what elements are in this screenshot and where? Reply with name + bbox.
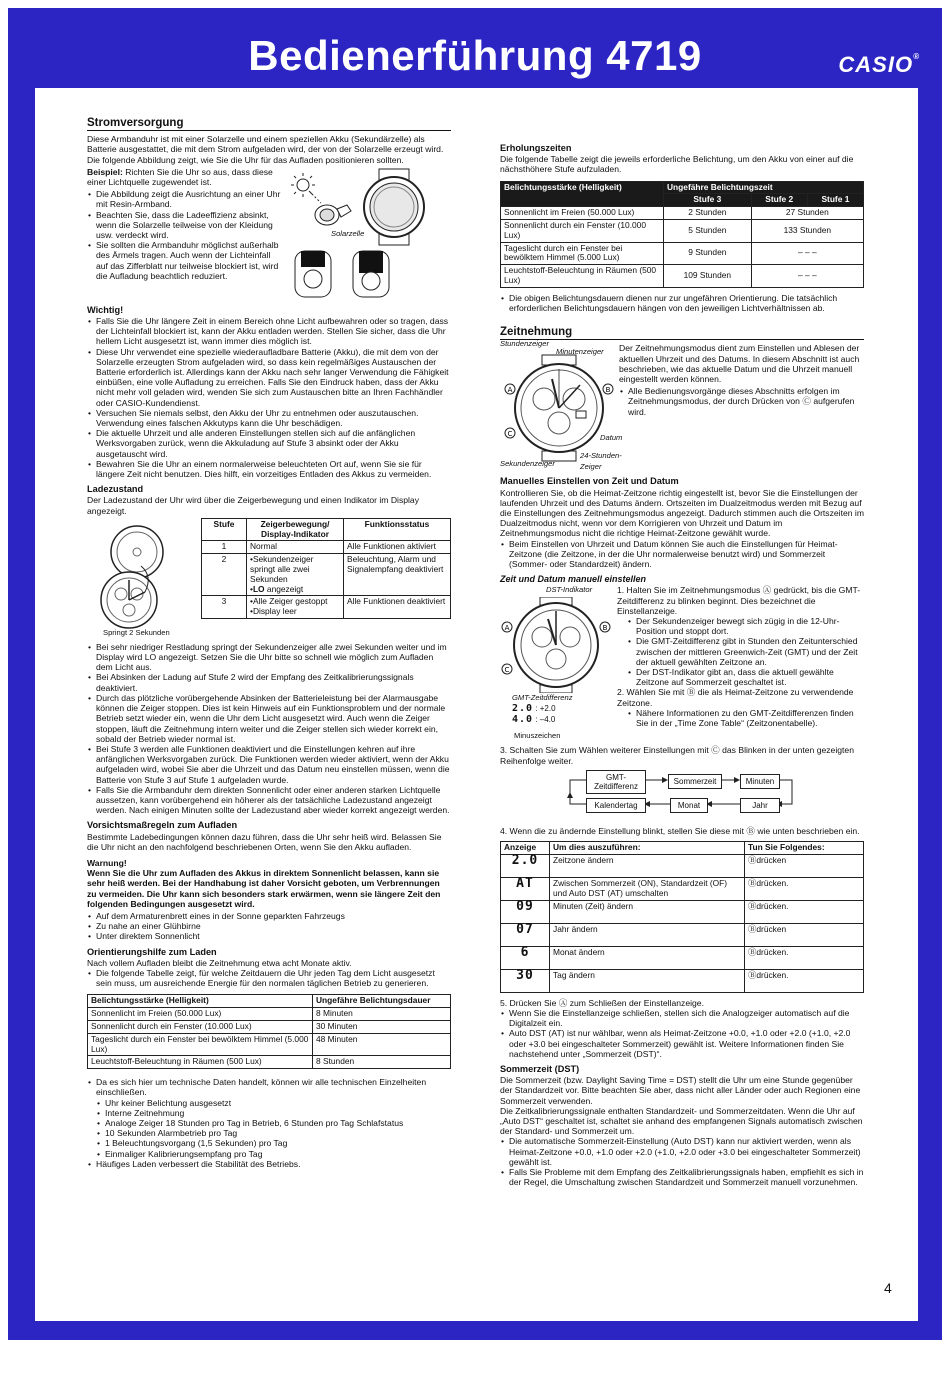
table-header: Stufe 2 — [751, 194, 807, 207]
solar-figure-block — [87, 167, 451, 303]
list-item: • Falls Sie die Uhr längere Zeit in einem Bereich ohne Licht aufbewahren oder so tragen, dass der Lichteinfall blockiert ist, kann der Akku entladen werden. Stellen Sie sicher, dass die Uhr hellem Licht ausgesetzt ist, wann immer dies möglich ist. — [96, 316, 451, 347]
step-4: 4. Wenn die zu ändernde Einstellung blinkt, stellen Sie diese mit Ⓑ wie unten beschrieben ein. — [500, 825, 860, 836]
table-cell: •Alle Zeiger gestoppt •Display leer — [247, 596, 344, 619]
table-row — [501, 900, 864, 923]
table-header: Stufe 3 — [664, 194, 752, 207]
caption-gmt: GMT-Zeitdifferenz — [512, 693, 573, 703]
cell-text: Display leer — [252, 606, 297, 617]
list-item: • Falls Sie Probleme mit dem Empfang des Zeitkalibrierungssignals haben, empfiehlt es sich in der Regel, die Umschaltung zwischen Standardzeit und Sommerzeit manuell vorzunehmen. — [509, 1167, 864, 1187]
table-row — [88, 1033, 451, 1056]
table-cell: Zwischen Sommerzeit (ON), Standardzeit (OF) und Auto DST (AT) umschalten — [550, 877, 745, 900]
wichtig-label: Wichtig! — [87, 304, 124, 315]
table-cell: 133 Stunden — [751, 220, 863, 243]
list-item: • Die aktuelle Uhrzeit und alle anderen Einstellungen stellen sich auf die anfänglichen Werksvorgaben zurück, wenn die Akkuladung auf Stufe 3 absinkt oder der Akku ausgetauscht wird. — [96, 428, 451, 459]
beispiel-label: Beispiel: — [87, 166, 123, 177]
caption-dst: DST-Indikator — [546, 585, 593, 595]
table-cell: – – – — [751, 242, 863, 265]
heading-ladezustand: Ladezustand — [87, 484, 144, 495]
caption-minuszeichen: Minuszeichen — [514, 731, 561, 741]
svg-text:B: B — [605, 386, 611, 395]
list-item: • Durch das plötzliche vorübergehende Absinken der Batterieleistung bei der Alarmausgabe können die Zeiger stoppen. Dies ist kein Hinweis auf ein Funktionsproblem und der normale Betrieb setzt wieder ein, wenn die Uhr dem Licht ausgesetzt wird. Auch wenn die Zeiger stoppen, läuft die Zeitnehmung intern weiter und die Zeiger stellen sich wieder korrekt ein, sobald der Betrieb wieder normal ist. — [96, 693, 451, 744]
table-cell: 2 Stunden — [664, 207, 752, 220]
heading-erholung: Erholungszeiten — [500, 143, 572, 153]
step-5: 5. Drücken Sie Ⓐ zum Schließen der Einstellanzeige. — [500, 997, 704, 1008]
list-item: • Bei sehr niedriger Restladung springt der Sekundenzeiger alle zwei Sekunden weiter und im Display wird LO angezeigt. Setzen Sie die Uhr bitte so schnell wie möglich zum Aufladen dem Licht aus. — [96, 642, 451, 673]
strom-intro: Diese Armbanduhr ist mit einer Solarzelle und einem speziellen Akku (Sekundärzelle) als Batterie ausgestattet, die mit dem Strom aufgeladen wird, der von der Solarzelle erzeugt wird. Die folgende Abbildung zeigt, wie Sie die Uhr für das Aufladen positionieren sollten. — [87, 134, 444, 165]
table-cell: Sonnenlicht durch ein Fenster (10.000 Lux) — [501, 220, 664, 243]
table-header: Funktionsstatus — [344, 518, 451, 541]
einstellung-table — [500, 841, 864, 993]
svg-text:B: B — [602, 624, 608, 633]
table-row — [501, 265, 864, 288]
table-row — [501, 946, 864, 969]
warnung-label: Warnung! — [87, 857, 127, 868]
table-cell: Normal — [247, 541, 344, 554]
table-cell: Ⓑdrücken. — [745, 969, 864, 992]
table-row — [202, 554, 451, 596]
table-row — [202, 596, 451, 619]
list-item: • Unter direktem Sonnenlicht — [96, 931, 451, 941]
zeit-bullets — [619, 386, 864, 417]
list-item: • Sie sollten die Armbanduhr möglichst außerhalb des Ärmels tragen. Auch wenn der Lichteinfall auf das Zifferblatt nur teilweise blockiert ist, wird die Aufladung beachtlich reduziert. — [96, 240, 283, 281]
list-item: • Uhr keiner Belichtung ausgesetzt — [105, 1098, 451, 1108]
list-item: • 1 Beleuchtungsvorgang (1,5 Sekunden) pro Tag — [105, 1138, 451, 1148]
erholung-bullets — [500, 293, 864, 313]
display-indicator: 6 — [501, 946, 550, 969]
heading-zeitnehmung: Zeitnehmung — [500, 327, 864, 340]
list-item: • Der Sekundenzeiger bewegt sich zügig in die 12-Uhr-Position und stoppt dort. — [636, 616, 864, 636]
dst-text-1: Die Sommerzeit (bzw. Daylight Saving Time = DST) stellt die Uhr um eine Stunde gegenüber der Standardzeit vor. Bitte beachten Sie aber, dass nicht aller Länder oder auch Regionen eine Sommerzeit verwenden. — [500, 1075, 861, 1106]
lo-indicator: LO — [252, 583, 265, 594]
list-item: • Bei Absinken der Ladung auf Stufe 2 wird der Empfang des Zeitkalibrierungssignals deaktiviert. — [96, 672, 451, 692]
flow-gmt: GMT-Zeitdifferenz — [586, 770, 646, 794]
table-cell: •Sekundenzeiger springt alle zwei Sekunden •LO angezeigt — [247, 554, 344, 596]
vorsicht-bullets — [87, 911, 451, 942]
table-cell: 1 — [202, 541, 247, 554]
list-item: • Alle Bedienungsvorgänge dieses Abschnitts erfolgen im Zeitnehmungsmodus, der durch Drücken von Ⓒ aufgerufen wird. — [628, 386, 864, 417]
table-header: Tun Sie Folgendes: — [745, 842, 864, 855]
table-row — [88, 1008, 451, 1021]
table-row — [501, 854, 864, 877]
heading-orientierung: Orientierungshilfe zum Laden — [87, 946, 217, 957]
list-item: • Diese Uhr verwendet eine spezielle wiederaufladbare Batterie (Akku), die mit dem von der Solarzelle erzeugten Strom aufgeladen wird, so dass kein regelmäßiges Austauschen der Batterie erforderlich ist. Allerdings kann der Akku nach sehr langer Verwendung die Fähigkeit einbüßen, eine volle Aufladung zu erreichen. Falls Sie den Eindruck haben, dass der Akku nicht mehr voll geladen wird, wenden Sie sich zum Austauschen bitte an Ihren Fachhändler oder CASIO-Kundendienst. — [96, 347, 451, 408]
svg-text:C: C — [504, 666, 510, 675]
lade-block — [87, 518, 451, 642]
cell-text: Alle Zeiger gestoppt — [252, 596, 328, 607]
list-item: • Interne Zeitnehmung — [105, 1108, 451, 1118]
table-cell: 109 Stunden — [664, 265, 752, 288]
list-item: • Analoge Zeiger 18 Stunden pro Tag in Betrieb, 6 Stunden pro Tag Schlafstatus — [105, 1118, 451, 1128]
table-header: Stufe 1 — [807, 194, 863, 207]
dst-text-2: Die Zeitkalibrierungssignale enthalten Standardzeit- und Sommerzeitdaten. Wenn die Uhr auf „Auto DST“ geschaltet ist, schaltet sie anhand des empfangenen Signals automatisch zwischen der Standard- und Sommerzeit um. — [500, 1105, 863, 1137]
caption-stundenzeiger: Stundenzeiger — [500, 339, 549, 349]
step-3: 3. Schalten Sie zum Wählen weiterer Einstellungen mit Ⓒ das Blinken in der unten gezeigten Reihenfolge weiter. — [500, 745, 854, 766]
table-header: Zeigerbewegung/ Display-Indikator — [247, 518, 344, 541]
table-row — [501, 242, 864, 265]
charge-caption: Springt 2 Sekunden — [103, 627, 170, 637]
list-item: • Die folgende Tabelle zeigt, für welche Zeitdauern die Uhr jeden Tag dem Licht ausgesetzt sein muss, um ausreichende Energie für den normalen täglichen Betrieb zu generieren. — [96, 968, 451, 988]
table-cell: Leuchtstoff-Beleuchtung in Räumen (500 Lux) — [88, 1056, 313, 1069]
beispiel-text: Richten Sie die Uhr so aus, dass diese einer Lichtquelle zugewendet ist. — [87, 166, 273, 188]
caption-minutenzeiger: Minutenzeiger — [556, 347, 604, 357]
svg-text:A: A — [504, 624, 510, 633]
display-indicator: AT — [501, 877, 550, 900]
table-header: Stufe — [202, 518, 247, 541]
table-cell: Sonnenlicht durch ein Fenster (10.000 Lux) — [88, 1020, 313, 1033]
solar-illustration — [287, 167, 451, 303]
table-cell: 9 Stunden — [664, 242, 752, 265]
charge-watch-illustration — [93, 520, 193, 630]
heading-sommerzeit: Sommerzeit (DST) — [500, 1064, 580, 1075]
setting-watch-diagram — [500, 597, 612, 693]
table-cell: 27 Stunden — [751, 207, 863, 220]
orientierung-table — [87, 994, 451, 1069]
orient-after-list — [87, 1077, 451, 1097]
casio-logo: CASIO® — [838, 52, 920, 77]
left-column — [87, 118, 451, 1169]
hand-watch-icon — [315, 205, 351, 225]
table-row — [501, 923, 864, 946]
table-cell: 5 Stunden — [664, 220, 752, 243]
table-cell: 2 — [202, 554, 247, 596]
table-cell: 48 Minuten — [313, 1033, 451, 1056]
page-number: 4 — [884, 1280, 892, 1296]
manuell-text: Kontrollieren Sie, ob die Heimat-Zeitzone richtig eingestellt ist, bevor Sie die Einstellungen der laufenden Uhrzeit und des Datums ändern. Ortszeiten im Dualzeitmodus werden mit Bezug auf die Einstellungen des Zeitnehmungsmodus angezeigt. Dadurch stimmen auch die Ortszeiten im Dualzeitmodus nicht, wenn vor dem Korrigieren von Uhrzeit und Datum im Zeitnehmungsmodus nicht die richtige Heimat-Zeitzone gewählt wurde. — [500, 487, 864, 539]
table-row — [88, 1020, 451, 1033]
table-cell: Tageslicht durch ein Fenster bei bewölktem Himmel (5.000 Lux) — [88, 1033, 313, 1056]
heading-stromversorgung: Stromversorgung — [87, 118, 451, 131]
table-cell: Ⓑdrücken — [745, 923, 864, 946]
svg-text:A: A — [507, 386, 513, 395]
step-1: 1. Halten Sie im Zeitnehmungsmodus Ⓐ gedrückt, bis die GMT-Zeitdifferenz zu blinken beginnt. Dies bezeichnet die Einstellanzeige. — [617, 585, 861, 616]
list-item: • Die GMT-Zeitdifferenz gibt in Stunden den Zeitunterschied zwischen der mittleren Greenwich-Zeit (GMT) und der Zeit der aktuell gewählten Zeitzone an. — [636, 636, 864, 667]
gmt-examples: 2.0 : +2.0 4.0 : –4.0 — [512, 703, 556, 726]
display-indicator: 2.0 — [501, 854, 550, 877]
heading-manuell: Manuelles Einstellen von Zeit und Datum — [500, 476, 679, 487]
ladezustand-table — [201, 518, 451, 619]
sleeve-covered-watch-icon — [353, 251, 389, 297]
list-item: • Beachten Sie, dass die Ladeeffizienz absinkt, wenn die Solarzelle teilweise von der Kleidung usw. verdeckt wird. — [96, 210, 283, 241]
table-cell: 8 Stunden — [313, 1056, 451, 1069]
manuell-block — [500, 585, 864, 745]
erholung-table — [500, 181, 864, 288]
step1-list — [617, 616, 864, 687]
table-header: Um dies auszuführen: — [550, 842, 745, 855]
list-item: • Der DST-Indikator gibt an, dass die aktuell gewählte Zeitzone auf Sommerzeit geschaltet ist. — [636, 667, 864, 687]
cell-text: Sekundenzeiger springt alle zwei Sekunden — [250, 554, 314, 584]
table-header: Belichtungsstärke (Helligkeit) — [501, 181, 664, 207]
table-cell: Alle Funktionen aktiviert — [344, 541, 451, 554]
list-item: • Wenn Sie die Einstellanzeige schließen, stellen sich die Analogzeiger automatisch auf die Digitalzeit ein. — [509, 1008, 864, 1028]
list-item: • Beim Einstellen von Uhrzeit und Datum können Sie auch die Einstellungen für Heimat-Zeitzone (die Zeitzone, in der die Uhr normalerweise benutzt wird) und Sommerzeit (Sommer- oder Standardzeit) ändern. — [509, 539, 864, 570]
sun-icon — [291, 173, 315, 197]
table-cell: 3 — [202, 596, 247, 619]
svg-text:C: C — [507, 430, 513, 439]
table-header: Anzeige — [501, 842, 550, 855]
orient-last-list — [87, 1159, 451, 1169]
vorsicht-intro: Bestimmte Ladebedingungen können dazu führen, dass die Uhr sehr heiß wird. Belassen Sie die Uhr nicht an den nachfolgend beschriebenen Orten, wenn Sie den Akku aufladen. — [87, 831, 442, 852]
after-step-bullets — [500, 1008, 864, 1059]
manuell-bullets — [500, 539, 864, 570]
table-cell: Ⓑdrücken. — [745, 900, 864, 923]
list-item: • Auf dem Armaturenbrett eines in der Sonne geparkten Fahrzeugs — [96, 911, 451, 921]
table-row — [501, 220, 864, 243]
watch-face-large-icon — [364, 169, 424, 245]
table-cell: Tag ändern — [550, 969, 745, 992]
table-header: Ungefähre Belichtungsdauer — [313, 995, 451, 1008]
lade-bullets — [87, 642, 451, 815]
table-cell: Sonnenlicht im Freien (50.000 Lux) — [501, 207, 664, 220]
table-cell: Ⓑdrücken. — [745, 946, 864, 969]
table-row — [501, 207, 864, 220]
list-item: • Da es sich hier um technische Daten handelt, können wir alle technischen Einzelheiten einschließen. — [96, 1077, 451, 1097]
heading-vorsicht: Vorsichtsmaßregeln zum Aufladen — [87, 820, 238, 831]
gmt-minus: : –4.0 — [535, 715, 556, 725]
solar-caption: Solarzelle — [331, 228, 365, 238]
table-cell: Monat ändern — [550, 946, 745, 969]
table-cell: 8 Minuten — [313, 1008, 451, 1021]
list-item: • Nähere Informationen zu den GMT-Zeitdifferenzen finden Sie in der „Time Zone Table“ (Zeitzonentabelle). — [636, 708, 864, 728]
display-indicator: 09 — [501, 900, 550, 923]
list-item: • Einmaliger Kalibrierungsempfang pro Tag — [105, 1149, 451, 1159]
setting-sequence-diagram — [500, 770, 864, 820]
right-column — [500, 143, 864, 1187]
list-item: • 10 Sekunden Alarmbetrieb pro Tag — [105, 1128, 451, 1138]
casio-logo-text: CASIO — [838, 52, 914, 77]
flow-minuten: Minuten — [740, 774, 780, 789]
dst-bullets — [500, 1136, 864, 1187]
watch-diagram — [500, 349, 618, 467]
display-indicator: 30 — [501, 969, 550, 992]
lade-intro: Der Ladezustand der Uhr wird über die Zeigerbewegung und einen Indikator im Display angezeigt. — [87, 495, 420, 516]
table-cell: Tageslicht durch ein Fenster bei bewölktem Himmel (5.000 Lux) — [501, 242, 664, 265]
step2-list — [617, 708, 864, 728]
table-row — [88, 1056, 451, 1069]
flow-jahr: Jahr — [740, 798, 780, 813]
table-cell: Beleuchtung, Alarm und Signalempfang deaktiviert — [344, 554, 451, 596]
flow-monat: Monat — [670, 798, 708, 813]
list-item: • Versuchen Sie niemals selbst, den Akku der Uhr zu entnehmen oder auszutauschen. Verwendung eines falschen Akkutyps kann die Uhr beschädigen. — [96, 408, 451, 428]
flow-kalendertag: Kalendertag — [586, 798, 646, 813]
table-cell: Ⓑdrücken. — [745, 877, 864, 900]
table-cell: Jahr ändern — [550, 923, 745, 946]
list-item: • Häufiges Laden verbessert die Stabilität des Betriebs. — [96, 1159, 451, 1169]
orient-intro: Nach vollem Aufladen bleibt die Zeitnehmung etwa acht Monate aktiv. — [87, 957, 352, 968]
table-row — [501, 969, 864, 992]
erholung-intro: Die folgende Tabelle zeigt die jeweils erforderliche Belichtung, um den Akku von einer auf die nächsthöhere Stufe aufzuladen. — [500, 154, 854, 175]
table-cell: 30 Minuten — [313, 1020, 451, 1033]
display-indicator: 07 — [501, 923, 550, 946]
list-item: • Auto DST (AT) ist nur wählbar, wenn als Heimat-Zeitzone +0.0, +1.0 oder +2.0 (+1.0, +2.0 oder +3.0 bei eingeschalteter Sommerzeit) gewählt ist. Weitere Informationen finden Sie nachstehend unter „Sommerzeit (DST)“. — [509, 1028, 864, 1059]
strom-bullets — [87, 189, 283, 281]
gmt-plus: : +2.0 — [535, 704, 556, 714]
list-item: • Bei Stufe 3 werden alle Funktionen deaktiviert und die Einstellungen kehren auf ihre anfänglichen Werksvorgaben zurück. Die Funktionen werden wieder aktiviert, wenn der Akku aufgeladen wird, wobei Sie aber die Uhrzeit und das Datum neu einstellen müssen, wenn die Batterie von Stufe 3 auf Stufe 1 aufgeladen wurde. — [96, 744, 451, 785]
list-item: • Zu nahe an einer Glühbirne — [96, 921, 451, 931]
table-cell: Sonnenlicht im Freien (50.000 Lux) — [88, 1008, 313, 1021]
step-2: 2. Wählen Sie mit Ⓑ die als Heimat-Zeitzone zu verwendende Zeitzone. — [617, 687, 854, 708]
table-header: Ungefähre Belichtungszeit — [664, 181, 864, 194]
sleeve-covered-watch-icon — [295, 251, 331, 297]
list-item: • Die obigen Belichtungsdauern dienen nur zur ungefähren Orientierung. Die tatsächlich erforderlichen Belichtungsdauern hängen von den jeweiligen Lichtverhältnissen ab. — [509, 293, 864, 313]
page-title: Bedienerführung 4719 — [248, 32, 702, 79]
zeit-text: Der Zeitnehmungsmodus dient zum Einstellen und Ablesen der aktuellen Uhrzeit und des Datums. In diesem Abschnitt ist auch beschrieben, wie das aktuelle Datum und die Uhrzeit manuell eingestellt werden können. — [619, 343, 860, 384]
table-cell: Zeitzone ändern — [550, 854, 745, 877]
table-cell: Leuchtstoff-Beleuchtung in Räumen (500 Lux) — [501, 265, 664, 288]
table-cell: – – – — [751, 265, 863, 288]
list-item: • Falls Sie die Armbanduhr dem direkten Sonnenlicht oder einer anderen starken Lichtquelle aussetzen, kann vorübergehend ein höherer als der tatsächliche Ladezustand angezeigt werden. Nach einigen Minuten sollte der Ladezustand aber wieder korrekt angezeigt werden. — [96, 785, 451, 816]
cell-text: angezeigt — [264, 583, 304, 594]
list-item: • Die Abbildung zeigt die Ausrichtung an einer Uhr mit Resin-Armband. — [96, 189, 283, 209]
wichtig-list — [87, 316, 451, 479]
flow-sommerzeit: Sommerzeit — [668, 774, 722, 789]
caption-24h: 24-Stunden-Zeiger — [580, 451, 622, 471]
zeitnehmung-block — [500, 339, 864, 471]
table-cell: Minuten (Zeit) ändern — [550, 900, 745, 923]
caption-sekundenzeiger: Sekundenzeiger — [500, 459, 555, 469]
table-cell: Ⓑdrücken — [745, 854, 864, 877]
warnung-text: Wenn Sie die Uhr zum Aufladen des Akkus in direktem Sonnenlicht belassen, kann sie sehr heiß werden. Bei der Handhabung ist daher Vorsicht geboten, um Verbrennungen zu vermeiden. Die Uhr kann sich besonders stark erwärmen, wenn sie längere Zeit den folgenden Bedingungen ausgesetzt wird. — [87, 868, 441, 909]
list-item: • Die automatische Sommerzeit-Einstellung (Auto DST) kann nur aktiviert werden, wenn als Heimat-Zeitzone +0.0, +1.0 oder +2.0 (+1.0, +2.0 oder +3.0 bei eingeschalteter Sommerzeit) gewählt ist. — [509, 1136, 864, 1167]
table-cell: Alle Funktionen deaktiviert — [344, 596, 451, 619]
table-row — [202, 541, 451, 554]
list-item: • Bewahren Sie die Uhr an einem normalerweise beleuchteten Ort auf, wenn Sie sie für längere Zeit nicht benutzen. Dies hilft, ein vorzeitiges Entladen des Akkus zu vermeiden. — [96, 459, 451, 479]
table-row — [501, 877, 864, 900]
table-header: Belichtungsstärke (Helligkeit) — [88, 995, 313, 1008]
orient-bullet-list — [87, 968, 451, 988]
manuell-subheading: Zeit und Datum manuell einstellen — [500, 574, 647, 585]
caption-datum: Datum — [600, 433, 623, 443]
orient-sub-list — [87, 1098, 451, 1159]
